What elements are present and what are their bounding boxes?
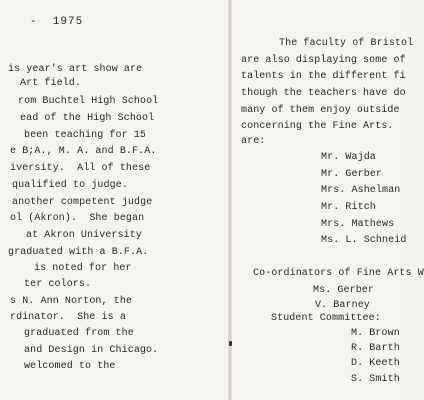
right-intro-line: though the teachers have do [241, 88, 406, 99]
page-header-year: - 1975 [30, 16, 84, 28]
left-text-line: at Akron University [26, 230, 142, 241]
right-page [231, 0, 424, 400]
left-text-line: ol (Akron). She began [10, 213, 145, 224]
left-text-line: rom Buchtel High School [18, 96, 159, 107]
committee-name: R. Barth [351, 343, 400, 354]
faculty-name: Mr. Gerber [321, 169, 383, 180]
left-text-line: e B;A., M. A. and B.F.A. [10, 146, 157, 157]
left-text-line: qualified to judge. [12, 180, 128, 191]
left-text-line: Art field. [20, 78, 82, 89]
committee-name: S. Smith [351, 374, 400, 385]
left-text-line: ead of the High School [20, 113, 155, 124]
left-text-line: ter colors. [24, 279, 92, 290]
committee-heading: Student Committee: [271, 313, 381, 324]
committee-name: D. Keeth [351, 358, 400, 369]
left-text-line: is noted for her [34, 263, 132, 274]
committee-name: M. Brown [351, 328, 400, 339]
right-intro-line: The faculty of Bristol [279, 38, 414, 49]
left-text-line: is year's art show are [8, 64, 143, 75]
faculty-name: Mr. Ritch [321, 202, 376, 213]
coordinator-name: V. Barney [315, 300, 370, 311]
left-text-line: iversity. All of these [10, 163, 151, 174]
coordinators-heading: Co-ordinators of Fine Arts W [253, 268, 424, 279]
left-text-line: graduated from the [24, 328, 134, 339]
left-text-line: been teaching for 15 [24, 130, 147, 141]
left-text-line: s N. Ann Norton, the [10, 296, 133, 307]
right-intro-line: are also displaying some of [241, 55, 406, 66]
left-text-line: rdinator. She is a [10, 312, 126, 323]
coordinator-name: Ms. Gerber [313, 285, 375, 296]
left-text-line: and Design in Chicago. [24, 345, 159, 356]
left-text-line: welcomed to the [24, 361, 116, 372]
faculty-name: Mrs. Ashelman [321, 185, 401, 196]
left-text-line: graduated with a B.F.A. [8, 247, 149, 258]
right-intro-line: are: [241, 136, 266, 147]
right-intro-line: concerning the Fine Arts. [241, 121, 394, 132]
faculty-name: Ms. L. Schneid [321, 235, 407, 246]
faculty-name: Mr. Wajda [321, 152, 376, 163]
right-intro-line: many of them enjoy outside [241, 105, 400, 116]
right-intro-line: talents in the different fi [241, 71, 406, 82]
faculty-name: Mrs. Mathews [321, 219, 395, 230]
left-text-line: another competent judge [12, 197, 153, 208]
